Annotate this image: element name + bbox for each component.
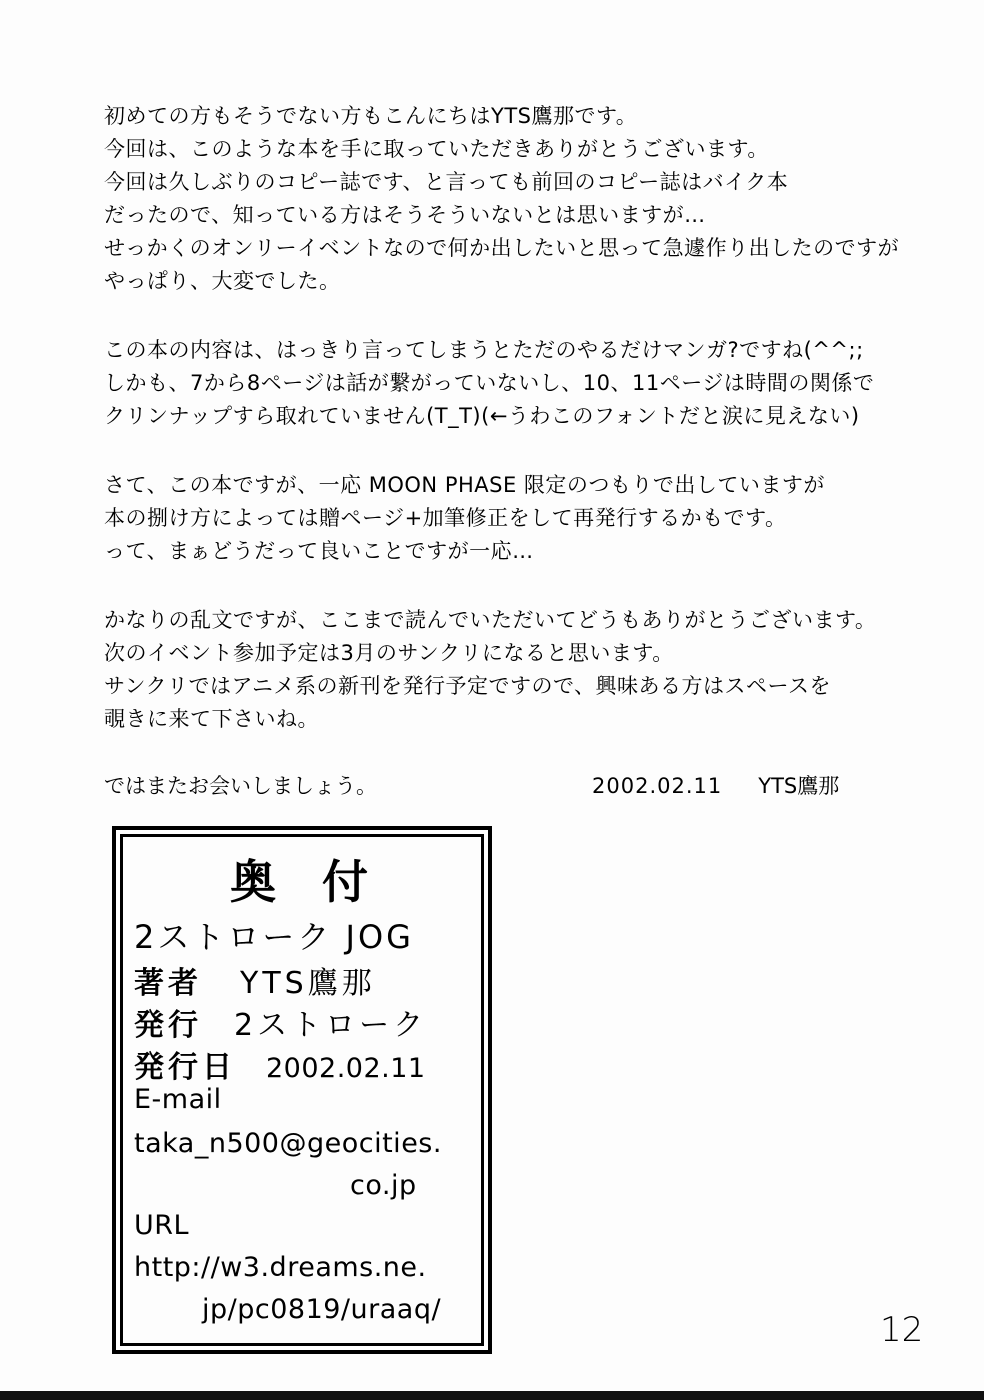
date-label: 発行日 bbox=[134, 1050, 236, 1085]
text-line: 覗きに来て下さいね。 bbox=[104, 707, 319, 731]
publisher-label: 発行 bbox=[134, 1008, 202, 1043]
colophon-box bbox=[112, 826, 492, 1354]
publisher-value: 2ストローク bbox=[234, 1008, 428, 1043]
url-line-2: jp/pc0819/uraaq/ bbox=[202, 1294, 442, 1325]
afterword-paragraph-3 bbox=[104, 469, 964, 568]
text-line: 次のイベント参加予定は3月のサンクリになると思います。 bbox=[104, 641, 674, 665]
text-line: せっかくのオンリーイベントなので何か出したいと思って急遽作り出したのですが bbox=[104, 236, 900, 260]
text-line: サンクリではアニメ系の新刊を発行予定ですので、興味ある方はスペースを bbox=[104, 674, 832, 698]
author-value: YTS鷹那 bbox=[240, 966, 376, 1001]
text-line: 初めての方もそうでない方もこんにちはYTS鷹那です。 bbox=[104, 104, 638, 128]
text-line: しかも、7から8ページは話が繋がっていないし、10、11ページは時間の関係で bbox=[104, 371, 875, 395]
email-label: E-mail bbox=[134, 1084, 222, 1115]
text-line: 今回は、このような本を手に取っていただきありがとうございます。 bbox=[104, 137, 769, 161]
url-label: URL bbox=[134, 1210, 190, 1241]
scan-edge bbox=[0, 1391, 984, 1400]
afterword-paragraph-1 bbox=[104, 100, 964, 298]
url-line-1: http://w3.dreams.ne. bbox=[134, 1252, 427, 1283]
author-row bbox=[134, 958, 376, 1002]
afterword-paragraph-4 bbox=[104, 604, 964, 736]
email-address-line-2: co.jp bbox=[350, 1170, 417, 1201]
colophon-title: 奥付 bbox=[230, 855, 414, 909]
text-line: クリンナップすら取れていません(T_T)(←うわこのフォントだと涙に見えない) bbox=[104, 404, 860, 428]
text-line: この本の内容は、はっきり言ってしまうとただのやるだけマンガ?ですね(^^;; bbox=[104, 338, 864, 362]
text-line: さて、この本ですが、一応 MOON PHASE 限定のつもりで出していますが bbox=[104, 473, 825, 497]
author-label: 著者 bbox=[134, 966, 202, 1001]
text-line: かなりの乱文ですが、ここまで読んでいただいてどうもありがとうございます。 bbox=[104, 608, 877, 632]
signature-date: 2002.02.11 bbox=[592, 774, 723, 798]
text-line: 本の捌け方によっては贈ページ+加筆修正をして再発行するかもです。 bbox=[104, 506, 787, 530]
text-line: 今回は久しぶりのコピー誌です、と言っても前回のコピー誌はバイク本 bbox=[104, 170, 789, 194]
signature-author: YTS鷹那 bbox=[758, 774, 840, 798]
afterword-text bbox=[104, 100, 964, 772]
date-row bbox=[134, 1042, 426, 1086]
text-line: って、まぁどうだって良いことですが一応… bbox=[104, 539, 534, 563]
text-line: だったので、知っている方はそうそういないとは思いますが… bbox=[104, 203, 706, 227]
closing-text: ではまたお会いしましょう。 bbox=[104, 774, 377, 798]
publisher-row bbox=[134, 1000, 427, 1044]
email-address-line-1: taka_n500@geocities. bbox=[134, 1128, 442, 1159]
afterword-paragraph-2 bbox=[104, 334, 964, 433]
date-value: 2002.02.11 bbox=[266, 1053, 426, 1084]
page-number: 12 bbox=[880, 1310, 924, 1350]
book-title: 2ストローク JOG bbox=[134, 918, 414, 956]
text-line: やっぱり、大変でした。 bbox=[104, 269, 341, 293]
signature bbox=[592, 770, 839, 803]
signoff-line bbox=[104, 770, 944, 803]
